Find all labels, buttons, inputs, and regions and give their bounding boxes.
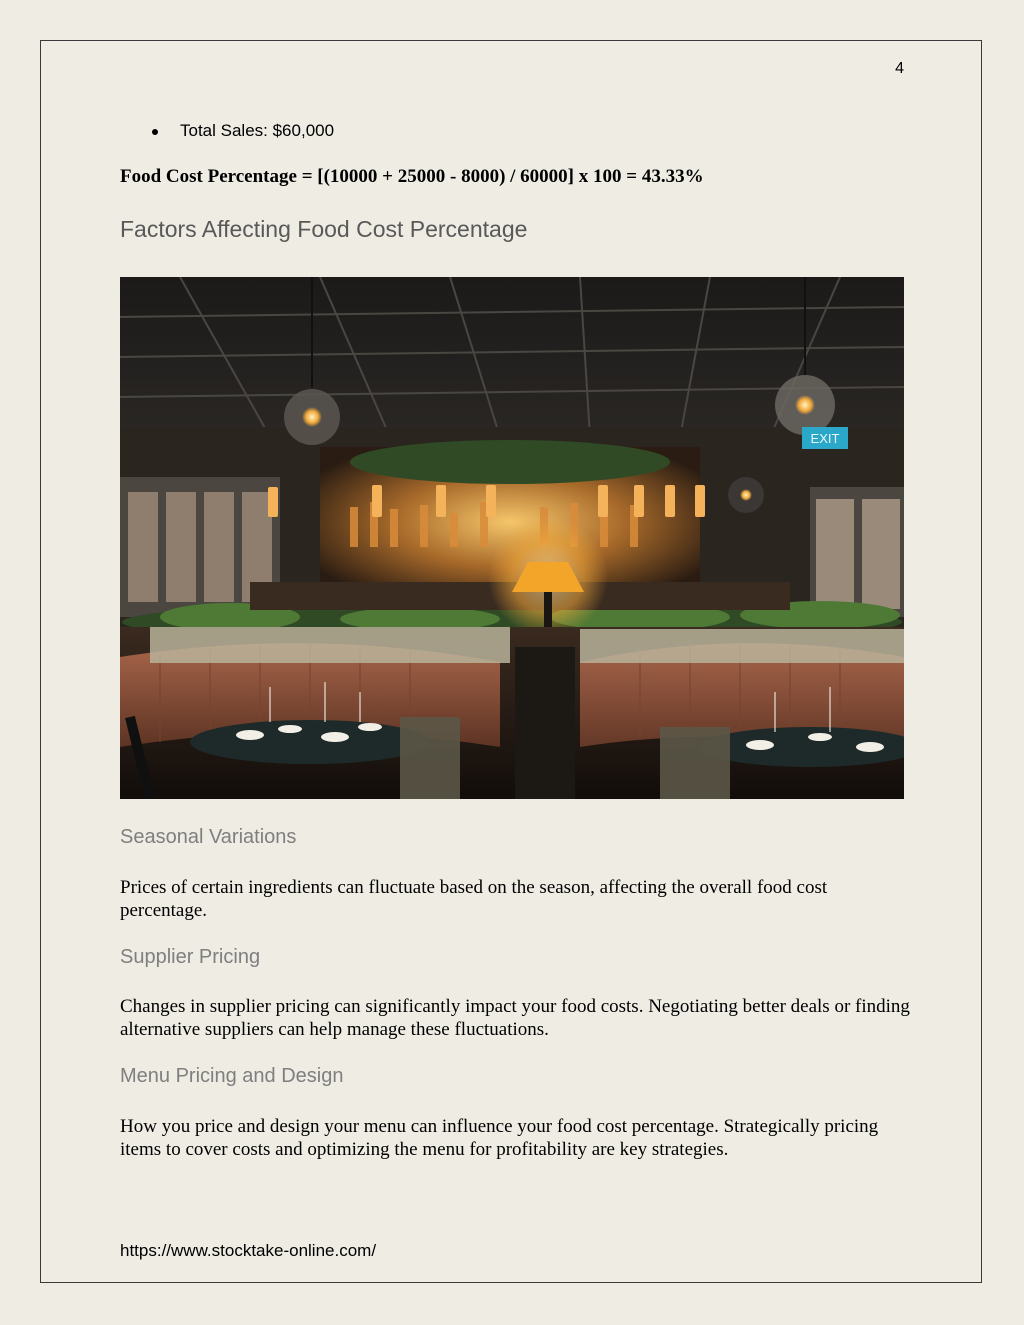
seasonal-variations-heading: Seasonal Variations (120, 826, 297, 848)
restaurant-interior-photo (120, 277, 904, 799)
supplier-pricing-heading: Supplier Pricing (120, 946, 261, 968)
menu-pricing-body: How you price and design your menu can influence your food cost percentage. Strategically pricing items to cover costs and optimizing the menu for profitability are key strategies. (120, 1116, 879, 1160)
exit-sign-text: EXIT (810, 431, 840, 446)
footer-url-link[interactable]: https://www.stocktake-online.com/ (120, 1241, 377, 1260)
seasonal-variations-body: Prices of certain ingredients can fluctuate based on the season, affecting the overall food cost percentage. (120, 877, 828, 921)
sales-bullet-list (148, 120, 334, 142)
section-title: Factors Affecting Food Cost Percentage (120, 216, 528, 242)
page-number: 4 (895, 60, 904, 77)
menu-pricing-heading: Menu Pricing and Design (120, 1065, 344, 1087)
food-cost-formula: Food Cost Percentage = [(10000 + 25000 - 8000) / 60000] x 100 = 43.33% (120, 166, 704, 187)
supplier-pricing-body: Changes in supplier pricing can significantly impact your food costs. Negotiating better deals or finding alternative suppliers can help manage these fluctuations. (120, 996, 910, 1040)
list-item: Total Sales: $60,000 (148, 120, 334, 142)
